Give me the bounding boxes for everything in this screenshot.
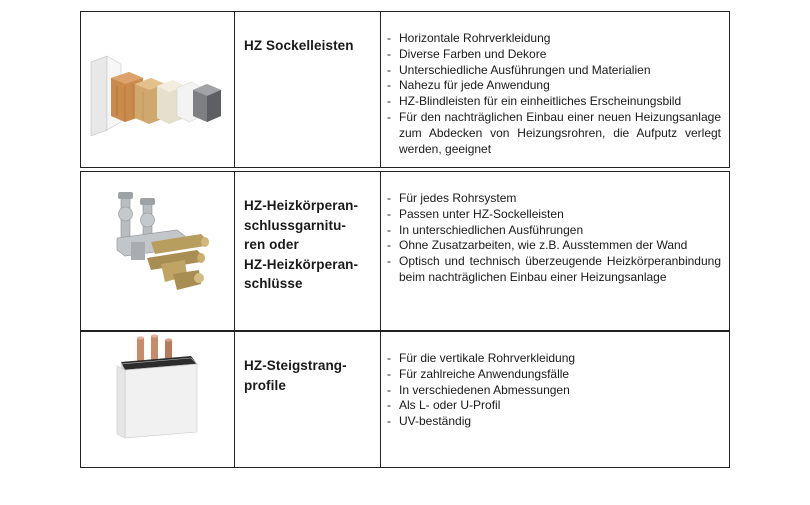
list-item: - Als L- oder U-Profil xyxy=(387,398,501,413)
list-item: - Für den nachträglichen Einbau einer neuen Heizungsanlage zum Abdecken von Heizungsrohren, die Aufputz verlegt werden, geeignet xyxy=(387,109,721,156)
list-item: - Unterschiedliche Ausführungen und Materialien xyxy=(387,62,651,77)
list-item: - Für zahlreiche Anwendungsfälle xyxy=(387,366,570,381)
list-item: - Optisch und technisch überzeugende Heizkörperanbindung beim nachträglichen Einbau einer Heizungsanlage xyxy=(387,254,721,284)
list-item: - Ohne Zusatzarbeiten, wie z.B. Ausstemmen der Wand xyxy=(387,238,688,253)
product-image-cell xyxy=(81,172,235,330)
list-item: - In verschiedenen Abmessungen xyxy=(387,382,570,397)
product-name-cell xyxy=(235,332,381,467)
list-item: - Für die vertikale Rohrverkleidung xyxy=(387,351,576,365)
feature-list xyxy=(387,191,721,286)
list-item: - UV-beständig xyxy=(387,414,472,429)
riser-profile-image xyxy=(81,332,233,467)
feature-list-cell xyxy=(381,12,729,167)
list-item: - Nahezu für jede Anwendung xyxy=(387,78,550,93)
product-name: HZ Sockelleisten xyxy=(244,38,354,53)
product-row-sockelleisten xyxy=(80,11,730,168)
list-item: - HZ-Blindleisten für ein einheitliches Erscheinungsbild xyxy=(387,94,682,109)
list-item: - Horizontale Rohrverkleidung xyxy=(387,31,551,45)
product-image-cell xyxy=(81,332,235,467)
product-name-cell xyxy=(235,172,381,330)
product-row-heizkoerperanschluesse xyxy=(80,171,730,331)
feature-list xyxy=(387,351,721,430)
product-name: HZ-Heizkörperan- schlussgarnitu- ren oder HZ-Heizkörperan- schlüsse xyxy=(244,198,359,291)
list-item: - In unterschiedlichen Ausführungen xyxy=(387,222,584,237)
list-item: - Diverse Farben und Dekore xyxy=(387,46,547,61)
list-item: - Passen unter HZ-Sockelleisten xyxy=(387,206,564,221)
feature-list-cell xyxy=(381,332,729,467)
product-image-cell xyxy=(81,12,235,167)
product-name-cell xyxy=(235,12,381,167)
list-item: - Für jedes Rohrsystem xyxy=(387,191,517,205)
radiator-connection-fittings-image xyxy=(81,172,233,330)
product-row-steigstrangprofile xyxy=(80,331,730,468)
feature-list-cell xyxy=(381,172,729,330)
skirting-profiles-image xyxy=(81,12,233,167)
product-name: HZ-Steigstrang- profile xyxy=(244,358,347,393)
feature-list xyxy=(387,31,721,157)
